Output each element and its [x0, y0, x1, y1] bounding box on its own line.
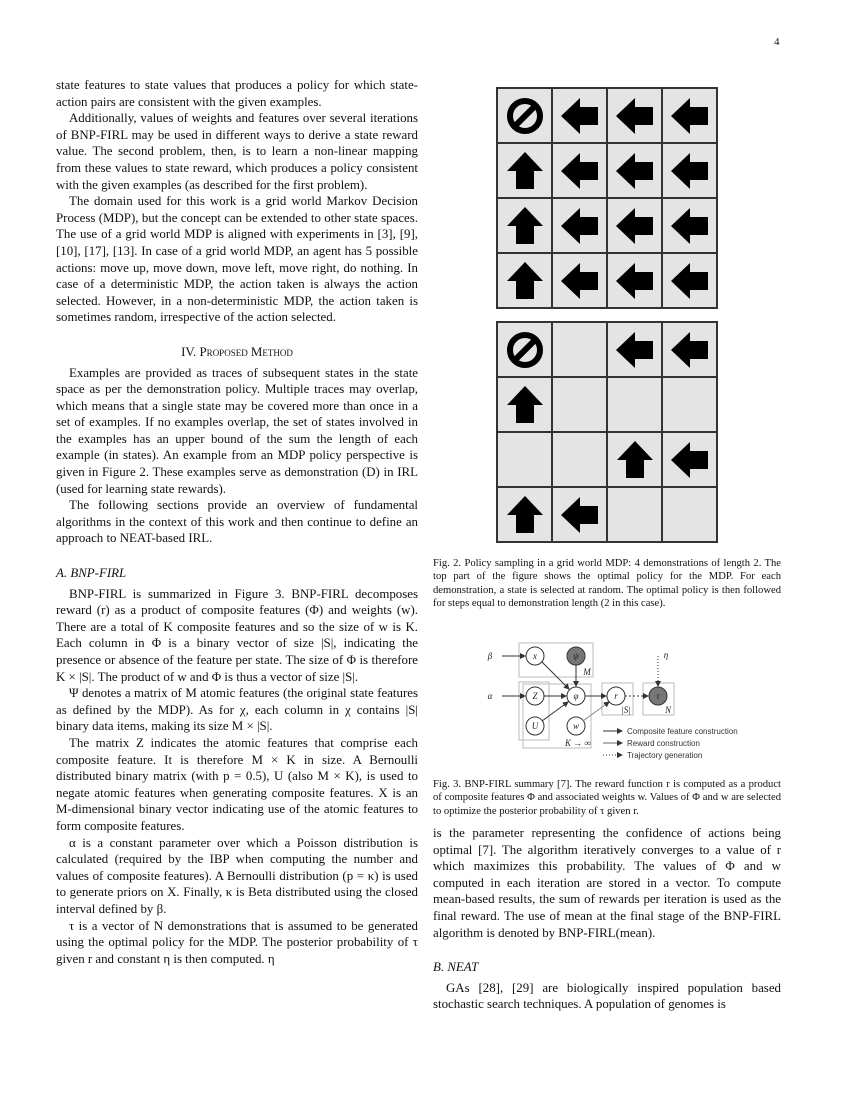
grid-cell-up [608, 433, 661, 486]
up-arrow-icon [503, 204, 547, 248]
grid-cell-empty [663, 378, 716, 431]
grid-cell-up [498, 378, 551, 431]
grid-cell-empty [498, 433, 551, 486]
left-arrow-icon [613, 204, 657, 248]
left-arrow-icon [668, 94, 712, 138]
left-arrow-icon [668, 149, 712, 193]
grid-cell-left [553, 144, 606, 197]
paragraph: state features to state values that produces a policy for which state-action pairs are consistent with the given examples. [56, 78, 418, 109]
grid-cell-empty [553, 433, 606, 486]
left-arrow-icon [558, 493, 602, 537]
grid-cell-up [498, 144, 551, 197]
paragraph: The matrix Z indicates the atomic features that comprise each composite feature. It is therefore M × K in size. A Bernoulli distributed binary matrix (with p = 0.5), U (also M × K), is used to negate atomic features when generating composite features. X is an M-dimensional binary vector indicating use of the atomic features to form composite features. [56, 735, 418, 833]
grid-cell-up [498, 254, 551, 307]
label-psi: ψ [573, 651, 579, 661]
stop-icon [503, 328, 547, 372]
grid-cell-empty [663, 488, 716, 541]
left-arrow-icon [613, 328, 657, 372]
grid-cell-left [553, 89, 606, 142]
left-arrow-icon [668, 328, 712, 372]
paragraph: Examples are provided as traces of subsequent states in the state space as per the demonstration policy. Multiple traces may overlap, which means that a single state may be covered more than once in a set of examples. If no examples overlap, the set of states involved in the examples has an upper bound of the sum the length of each example (in states). An example from an MDP policy perspective is given in Figure 2. These examples serve as demonstration (D) in IRL (used for learning state rewards). [56, 365, 418, 496]
grid-cell-left [663, 144, 716, 197]
grid-cell-left [553, 254, 606, 307]
paragraph: BNP-FIRL is summarized in Figure 3. BNP-FIRL decomposes reward (r) as a product of composite features (Φ) and weights (w). There are a total of K composite features and so the size of w is K. Each column in Φ is a binary vector of size |S|, indicating the presence or absence of the feature per state. The size of Φ is therefore K × |S|. The product of w and Φ is thus a vector of size |S|. [56, 586, 418, 684]
up-arrow-icon [503, 383, 547, 427]
label-w: w [572, 721, 580, 731]
paragraph: Ψ denotes a matrix of M atomic features (the original state features as defined by the MDP). As for χ, each column in χ contains |S| binary data items, making its size M × |S|. [56, 686, 418, 734]
section-heading [56, 344, 418, 361]
paragraph: Additionally, values of weights and features over several iterations of BNP-FIRL may be used in different ways to derive a state reward value. The second problem, then, is to learn a non-linear mapping from these values to state reward, which produces a policy consistent with the given examples (as described for the first problem). [56, 111, 418, 192]
grid-cell-left [553, 199, 606, 252]
grid-cell-left [608, 254, 661, 307]
left-arrow-icon [558, 94, 602, 138]
label-u: U [531, 721, 539, 731]
grid-cell-left [663, 433, 716, 486]
right-column [433, 825, 781, 1013]
label-r: r [614, 691, 618, 701]
up-arrow-icon [503, 493, 547, 537]
up-arrow-icon [613, 438, 657, 482]
plate-label-K: K → ∞ [565, 738, 591, 748]
left-column [56, 77, 418, 967]
grid-cell-left [608, 144, 661, 197]
grid-cell-up [498, 488, 551, 541]
legend-composite: Composite feature construction [627, 727, 738, 736]
label-alpha: α [487, 691, 493, 701]
plate-label-N: N [664, 705, 672, 715]
grid-cell-left [663, 254, 716, 307]
section-number: IV. [181, 344, 197, 359]
grid-cell-left [663, 323, 716, 376]
grid-cell-empty [608, 488, 661, 541]
page-number: 4 [774, 36, 780, 48]
optimal-policy-grid [496, 87, 718, 309]
paragraph: τ is a vector of N demonstrations that is assumed to be generated using the optimal policy for the MDP. The posterior probability of τ given r and constant η is then computed. η [56, 918, 418, 966]
label-tau: τ [656, 691, 660, 701]
grid-cell-left [608, 89, 661, 142]
left-arrow-icon [558, 149, 602, 193]
left-arrow-icon [668, 204, 712, 248]
label-beta: β [487, 651, 493, 661]
figure-3-caption: Fig. 3. BNP-FIRL summary [7]. The reward function r is computed as a product of composite features Φ and associated weights w. Values of Φ and w are selected to optimize the posterior probability of τ given r. [433, 779, 781, 817]
label-phi: φ [573, 691, 579, 701]
label-z: Z [532, 691, 538, 701]
plate-label-S: |S| [621, 705, 631, 715]
label-x: x [533, 651, 537, 661]
grid-cell-up [498, 199, 551, 252]
left-arrow-icon [668, 259, 712, 303]
paragraph: The domain used for this work is a grid world Markov Decision Process (MDP), but the concept can be extended to other state spaces. The use of a grid world MDP is aligned with experiments in [3], [9], [10], [17], [13]. In case of a grid world MDP, an agent has 5 possible actions: move up, move down, move left, move right, do nothing. In case of a deterministic MDP, the action taken is always the action selected. However, in a non-deterministic MDP, the action taken is sometimes random, irrespective of the action selected. [56, 194, 418, 325]
left-arrow-icon [558, 204, 602, 248]
grid-cell-left [663, 199, 716, 252]
grid-cell-left [608, 199, 661, 252]
demonstrations-grid [496, 321, 718, 543]
left-arrow-icon [668, 438, 712, 482]
up-arrow-icon [503, 149, 547, 193]
subsection-heading: A. BNP-FIRL [56, 566, 127, 581]
figure-2-caption: Fig. 2. Policy sampling in a grid world MDP: 4 demonstrations of length 2. The top part of the figure shows the optimal policy for the MDP. For each demonstration, a state is selected at random. The optimal policy is then followed for steps equal to demonstration length (2 in this case). [433, 558, 781, 610]
label-eta: η [663, 650, 669, 660]
left-arrow-icon [613, 259, 657, 303]
plate-label-M: M [583, 667, 591, 677]
subsection-heading: B. NEAT [433, 960, 479, 975]
up-arrow-icon [503, 259, 547, 303]
left-arrow-icon [613, 149, 657, 193]
grid-cell-empty [553, 378, 606, 431]
grid-cell-left [663, 89, 716, 142]
left-arrow-icon [613, 94, 657, 138]
paragraph: α is a constant parameter over which a Poisson distribution is calculated (required by the IBP when computing the number and values of composite features). A Bernoulli distribution (p = κ) is used to generate priors on X. Finally, κ is Beta distributed using the closed interval defined by β. [56, 835, 418, 916]
paragraph: GAs [28], [29] are biologically inspired population based stochastic search techniques. A population of genomes is [433, 980, 781, 1012]
legend-reward: Reward construction [627, 739, 700, 748]
grid-cell-stop [498, 323, 551, 376]
grid-cell-empty [608, 378, 661, 431]
legend-trajectory: Trajectory generation [627, 751, 703, 760]
grid-cell-left [608, 323, 661, 376]
bnp-firl-diagram [480, 642, 780, 767]
grid-cell-left [553, 488, 606, 541]
paragraph: is the parameter representing the confidence of actions being optimal [7]. The algorithm iteratively converges to a value of r which maximizes this probability. The values of Φ and w computed in each iteration are stored in a vector. To compute mean-based results, the sum of rewards per iteration is used as the final reward. The use of mean at the final stage of the BNP-FIRL algorithm is denoted by BNP-FIRL(mean). [433, 826, 781, 940]
stop-icon [503, 94, 547, 138]
paragraph: The following sections provide an overview of fundamental algorithms in the context of this work and then continue to define an approach to NEAT-based IRL. [56, 498, 418, 546]
grid-cell-stop [498, 89, 551, 142]
section-title: Proposed Method [199, 344, 293, 359]
left-arrow-icon [558, 259, 602, 303]
grid-cell-empty [553, 323, 606, 376]
